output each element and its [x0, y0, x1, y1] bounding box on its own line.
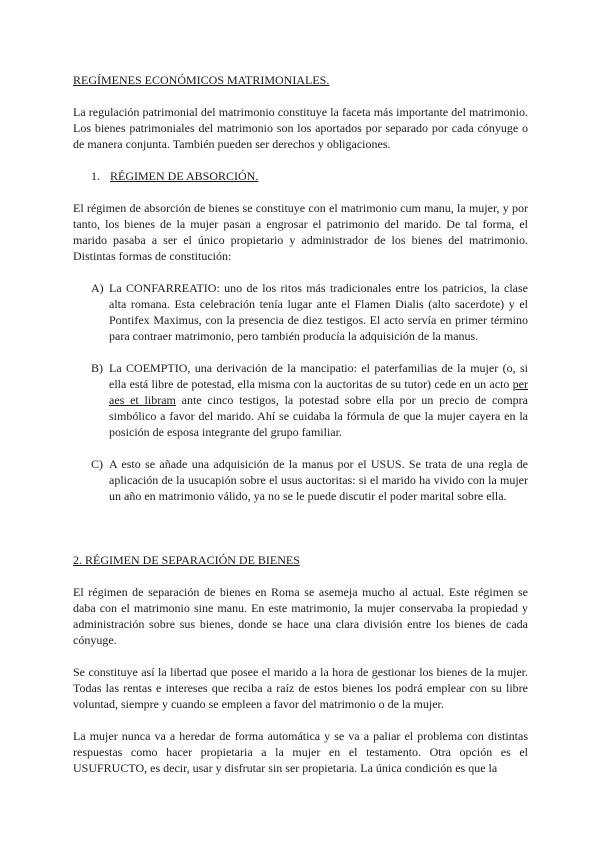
list-item-a — [91, 280, 528, 344]
list-text-b-after: ante cinco testigos, la potestad sobre ella por un precio de compra simbólico a favor del marido. Ahí se cuidaba la fórmula de que la mujer cayera en la posición de esposa integrante del grupo familiar. — [109, 393, 529, 439]
per-aes-et-libram: per aes et libram — [109, 377, 528, 407]
list-text-b — [109, 360, 528, 440]
section-2-paragraph-3: La mujer nunca va a heredar de forma automática y se va a paliar el problema con distintas respuestas como hacer propietaria a la mujer en el testamento. Otra opción es el USUFRUCTO, es decir, usar y disfrutar sin ser propietaria. La única condición es que la — [73, 729, 528, 775]
section-2-heading — [73, 552, 300, 568]
list-marker-a: A) — [91, 281, 104, 295]
section-1-body: El régimen de absorción de bienes se constituye con el matrimonio cum manu, la mujer, y por tanto, los bienes de la mujer pasan a engrosar el patrimonio del marido. De tal forma, el marido pasaba a ser el único propietario y administrador de los bienes del matrimonio. Distintas formas de constitución: — [73, 201, 528, 263]
list-text-b-before: La COEMPTIO, una derivación de la mancipatio: el paterfamilias de la mujer (o, si ella está libre de potestad, ella misma con la auctoritas de su tutor) cede en un acto — [109, 361, 528, 391]
section-2-paragraph-2: Se constituye así la libertad que posee el marido a la hora de gestionar los bienes de la mujer. Todas las rentas e intereses que reciba a raíz de estos bienes los podrá emplear con su libre voluntad, siempre y cuando se empleen a favor del matrimonio o de la mujer. — [73, 665, 528, 711]
list-marker-b: B) — [91, 361, 103, 375]
section-1-heading — [91, 168, 258, 184]
list-text-a: La CONFARREATIO: uno de los ritos más tradicionales entre los patricios, la clase alta romana. Esta celebración tenía lugar ante el Flamen Dialis (alto sacerdote) y el Pontifex Maximus, con la presencia de diez testigos. El acto servía en primer término para contraer matrimonio, pero también producía la adquisición de la manus. — [109, 281, 528, 343]
section-1-number: 1. — [91, 169, 100, 183]
section-2-paragraph-1: El régimen de separación de bienes en Roma se asemeja mucho al actual. Este régimen se daba con el matrimonio sine manu. En este matrimonio, la mujer conservaba la propiedad y administración sobre sus bienes, donde se hace una clara división entre los bienes de cada cónyuge. — [73, 585, 528, 647]
list-text-c: A esto se añade una adquisición de la manus por el USUS. Se trata de una regla de aplicación de la usucapión sobre el usus auctoritas: si el marido ha vivido con la mujer un año en matrimonio válido, ya no se le puede discutir el poder marital sobre ella. — [109, 457, 528, 503]
list-item-b — [91, 360, 528, 440]
intro-paragraph: La regulación patrimonial del matrimonio constituye la faceta más importante del matrimonio. Los bienes patrimoniales del matrimonio son los aportados por separado por cada cónyuge o de manera conjunta. También pueden ser derechos y obligaciones. — [73, 105, 528, 151]
section-2-heading-text: 2. RÉGIMEN DE SEPARACIÓN DE BIENES — [73, 553, 300, 567]
section-1-heading-text: RÉGIMEN DE ABSORCIÓN. — [110, 169, 259, 183]
list-item-c — [91, 456, 528, 504]
document-title: REGÍMENES ECONÓMICOS MATRIMONIALES. — [73, 73, 330, 87]
list-marker-c: C) — [91, 457, 103, 471]
